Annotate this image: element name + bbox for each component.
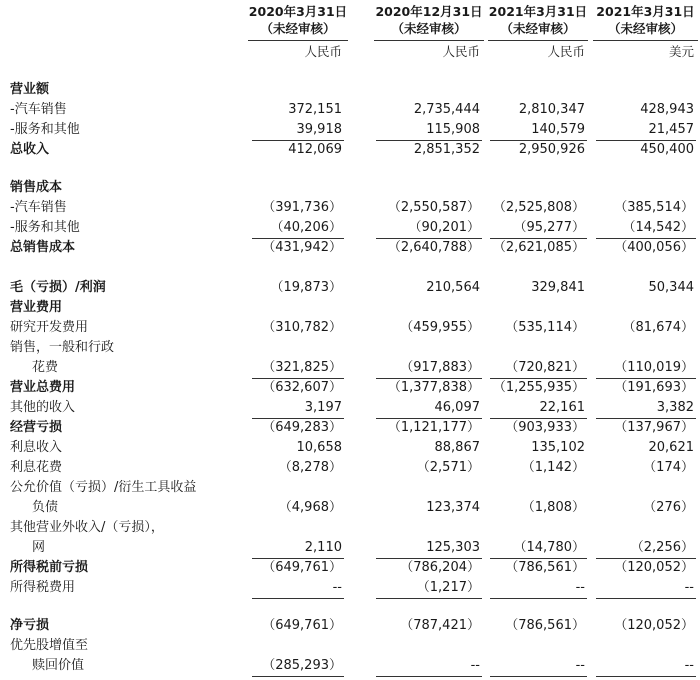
row-label: 赎回价值	[32, 658, 85, 673]
subtotal-rule	[376, 598, 482, 599]
cell-value: （649,761）	[262, 618, 342, 633]
cell-value: --	[684, 580, 694, 595]
cell-value: （95,277）	[513, 220, 585, 235]
section-header-cost-of-sales	[0, 178, 700, 198]
column-currency: 人民币	[547, 44, 585, 59]
column-currency: 人民币	[442, 44, 480, 59]
cell-value: 21,457	[648, 122, 694, 137]
table-row	[0, 358, 700, 378]
header-underline	[488, 40, 588, 41]
header-underline	[248, 40, 348, 41]
cell-value: （649,283）	[262, 420, 342, 435]
row-label: 其他营业外收入/（亏损），	[10, 520, 164, 535]
section-header-revenue	[0, 80, 700, 100]
row-label: -汽车销售	[10, 102, 67, 117]
table-row	[0, 518, 700, 538]
cell-value: （2,256）	[630, 540, 694, 555]
cell-value: （2,621,085）	[492, 240, 585, 255]
cell-value: （1,377,838）	[387, 380, 480, 395]
table-row	[0, 318, 700, 338]
cell-value: （1,255,935）	[492, 380, 585, 395]
cell-value: （14,542）	[622, 220, 694, 235]
row-label: -服务和其他	[10, 220, 80, 235]
cell-value: （81,674）	[622, 320, 694, 335]
cell-value: （385,514）	[614, 200, 694, 215]
table-row	[0, 478, 700, 498]
cell-value: 372,151	[288, 102, 342, 117]
cell-value: （2,571）	[416, 460, 480, 475]
cell-value: 39,918	[296, 122, 342, 137]
cell-value: （903,933）	[505, 420, 585, 435]
cell-value: （917,883）	[400, 360, 480, 375]
table-row-total	[0, 238, 700, 258]
row-label: -汽车销售	[10, 200, 67, 215]
row-label: 所得税前亏损	[10, 560, 89, 575]
cell-value: （649,761）	[262, 560, 342, 575]
cell-value: （1,217）	[416, 580, 480, 595]
subtotal-rule	[252, 598, 344, 599]
table-row	[0, 338, 700, 358]
table-row	[0, 538, 700, 558]
table-row-total	[0, 418, 700, 438]
cell-value: 2,735,444	[413, 102, 480, 117]
subtotal-rule	[596, 598, 696, 599]
cell-value: 125,303	[426, 540, 480, 555]
column-date: 2020年12月31日	[375, 4, 483, 19]
column-header-3	[488, 3, 588, 37]
row-label: -服务和其他	[10, 122, 80, 137]
table-row	[0, 198, 700, 218]
row-label: 总收入	[10, 142, 50, 157]
row-label: 网	[32, 540, 46, 555]
row-label: 公允价值（亏损）/衍生工具收益	[10, 480, 197, 495]
cell-value: （19,873）	[270, 280, 342, 295]
cell-value: （110,019）	[614, 360, 694, 375]
cell-value: （4,968）	[278, 500, 342, 515]
cell-value: 88,867	[434, 440, 480, 455]
cell-value: （2,640,788）	[387, 240, 480, 255]
column-header-2	[374, 3, 484, 37]
table-row	[0, 398, 700, 418]
column-date: 2020年3月31日	[248, 4, 348, 19]
cell-value: （1,142）	[521, 460, 585, 475]
row-label: 利息收入	[10, 440, 63, 455]
cell-value: （720,821）	[505, 360, 585, 375]
cell-value: （786,204）	[400, 560, 480, 575]
subtotal-rule	[252, 676, 344, 677]
cell-value: （40,206）	[270, 220, 342, 235]
cell-value: 2,810,347	[518, 102, 585, 117]
row-label: 总销售成本	[10, 240, 76, 255]
table-row	[0, 636, 700, 656]
row-label: 优先股增值至	[10, 638, 89, 653]
table-row-total	[0, 378, 700, 398]
table-row	[0, 120, 700, 140]
cell-value: （535,114）	[505, 320, 585, 335]
cell-value: 428,943	[640, 102, 694, 117]
row-label: 研究开发费用	[10, 320, 89, 335]
row-label: 所得税费用	[10, 580, 76, 595]
section-header-operating-expenses	[0, 298, 700, 318]
cell-value: 210,564	[426, 280, 480, 295]
row-label: 营业费用	[10, 300, 63, 315]
subtotal-rule	[376, 676, 482, 677]
table-row-total	[0, 616, 700, 636]
cell-value: （191,693）	[614, 380, 694, 395]
table-row	[0, 656, 700, 676]
column-header-1	[248, 3, 348, 37]
cell-value: 329,841	[531, 280, 585, 295]
column-date: 2021年3月31日	[488, 4, 588, 19]
cell-value: 123,374	[426, 500, 480, 515]
row-label: 毛（亏损）/利润	[10, 280, 106, 295]
cell-value: （400,056）	[614, 240, 694, 255]
row-label: 净亏损	[10, 618, 50, 633]
table-row	[0, 498, 700, 518]
row-label: 利息花费	[10, 460, 63, 475]
cell-value: --	[684, 658, 694, 673]
table-row	[0, 438, 700, 458]
column-audit-note: （未经审核）	[260, 21, 336, 36]
cell-value: 3,197	[304, 400, 342, 415]
column-audit-note: （未经审核）	[500, 21, 576, 36]
row-label: 销售，一般和行政	[10, 340, 115, 355]
subtotal-rule	[596, 676, 696, 677]
table-row	[0, 458, 700, 478]
column-audit-note: （未经审核）	[391, 21, 467, 36]
cell-value: 3,382	[656, 400, 694, 415]
cell-value: （632,607）	[262, 380, 342, 395]
table-row-total	[0, 278, 700, 298]
row-label: 营业额	[10, 82, 50, 97]
cell-value: （391,736）	[262, 200, 342, 215]
cell-value: （787,421）	[400, 618, 480, 633]
cell-value: 46,097	[434, 400, 480, 415]
subtotal-rule	[490, 598, 587, 599]
cell-value: （321,825）	[262, 360, 342, 375]
row-label: 负债	[32, 500, 59, 515]
row-label: 经营亏损	[10, 420, 63, 435]
cell-value: 135,102	[531, 440, 585, 455]
cell-value: 115,908	[426, 122, 480, 137]
table-row	[0, 218, 700, 238]
cell-value: --	[575, 580, 585, 595]
cell-value: （1,121,177）	[387, 420, 480, 435]
column-audit-note: （未经审核）	[607, 21, 683, 36]
header-underline	[374, 40, 484, 41]
cell-value: 2,110	[304, 540, 342, 555]
row-label: 营业总费用	[10, 380, 76, 395]
cell-value: （2,550,587）	[387, 200, 480, 215]
header-underline	[593, 40, 698, 41]
cell-value: 2,950,926	[518, 142, 585, 157]
cell-value: （8,278）	[278, 460, 342, 475]
cell-value: 10,658	[296, 440, 342, 455]
table-row	[0, 100, 700, 120]
cell-value: --	[575, 658, 585, 673]
column-currency: 美元	[668, 44, 694, 59]
column-header-4	[593, 3, 698, 37]
cell-value: （137,967）	[614, 420, 694, 435]
cell-value: （14,780）	[513, 540, 585, 555]
cell-value: --	[470, 658, 480, 673]
cell-value: 50,344	[648, 280, 694, 295]
cell-value: （120,052）	[614, 560, 694, 575]
column-date: 2021年3月31日	[596, 4, 695, 19]
cell-value: （459,955）	[400, 320, 480, 335]
cell-value: （120,052）	[614, 618, 694, 633]
row-label: 花费	[32, 360, 59, 375]
table-row-total	[0, 558, 700, 578]
cell-value: 20,621	[648, 440, 694, 455]
cell-value: 140,579	[531, 122, 585, 137]
cell-value: （285,293）	[262, 658, 342, 673]
row-label: 其他的收入	[10, 400, 76, 415]
cell-value: （786,561）	[505, 618, 585, 633]
cell-value: （90,201）	[408, 220, 480, 235]
cell-value: （1,808）	[521, 500, 585, 515]
subtotal-rule	[490, 676, 587, 677]
column-currency: 人民币	[304, 44, 342, 59]
table-row-total	[0, 140, 700, 160]
cell-value: （174）	[643, 460, 694, 475]
cell-value: --	[332, 580, 342, 595]
cell-value: 22,161	[539, 400, 585, 415]
cell-value: （431,942）	[262, 240, 342, 255]
cell-value: 2,851,352	[413, 142, 480, 157]
cell-value: 450,400	[640, 142, 694, 157]
cell-value: 412,069	[288, 142, 342, 157]
cell-value: （310,782）	[262, 320, 342, 335]
table-row	[0, 578, 700, 598]
cell-value: （786,561）	[505, 560, 585, 575]
cell-value: （2,525,808）	[492, 200, 585, 215]
row-label: 销售成本	[10, 180, 63, 195]
cell-value: （276）	[643, 500, 694, 515]
